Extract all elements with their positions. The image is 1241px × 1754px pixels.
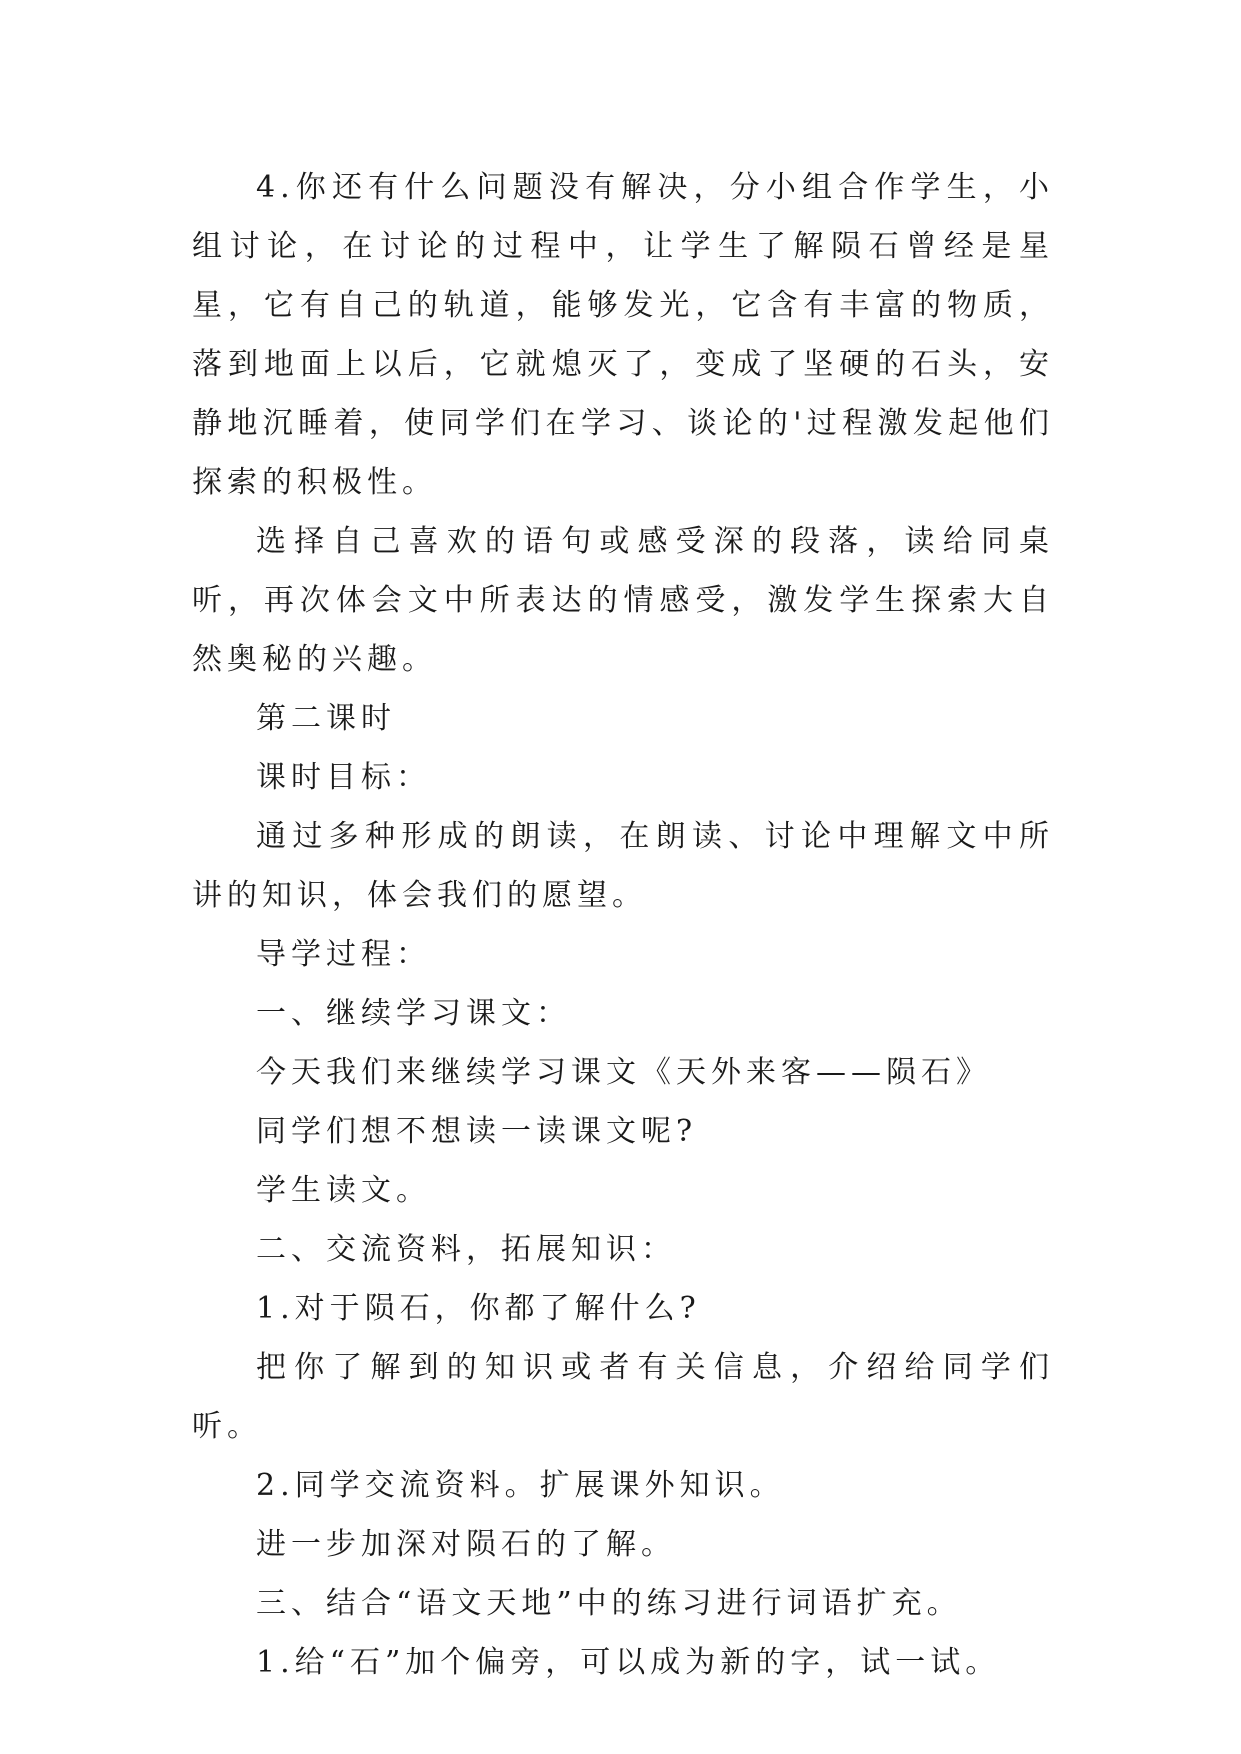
paragraph-radical-exercise: 1.给“石”加个偏旁，可以成为新的字，试一试。	[256, 1645, 1001, 1680]
paragraph-second-lesson-heading: 第二课时	[256, 701, 396, 736]
paragraph-group-discussion: 4.你还有什么问题没有解决，分小组合作学生，小组讨论，在讨论的过程中，让学生了解陨石曾经是星星，它有自己的轨道，能够发光，它含有丰富的物质，落到地面上以后，它就熄灭了，变成了坚硬的石头，安静地沉睡着，使同学们在学习、谈论的'过程激发起他们探索的积极性。	[192, 170, 1054, 500]
paragraph-exchange-materials: 2.同学交流资料。扩展课外知识。	[256, 1468, 785, 1503]
paragraph-section-three-heading: 三、结合“语文天地”中的练习进行词语扩充。	[256, 1586, 962, 1621]
paragraph-deepen-understanding: 进一步加深对陨石的了解。	[256, 1527, 676, 1562]
paragraph-lesson-goals: 通过多种形成的朗读，在朗读、讨论中理解文中所讲的知识，体会我们的愿望。	[192, 819, 1054, 913]
paragraph-section-two-heading: 二、交流资料，拓展知识：	[256, 1232, 676, 1267]
paragraph-lesson-goals-heading: 课时目标：	[256, 760, 431, 795]
paragraph-read-aloud: 选择自己喜欢的语句或感受深的段落，读给同桌听，再次体会文中所表达的情感受，激发学生探索大自然奥秘的兴趣。	[192, 524, 1054, 677]
paragraph-question-read: 同学们想不想读一读课文呢?	[256, 1114, 698, 1149]
paragraph-process-heading: 导学过程：	[256, 937, 431, 972]
paragraph-section-one-heading: 一、继续学习课文：	[256, 996, 571, 1031]
paragraph-share-knowledge: 把你了解到的知识或者有关信息，介绍给同学们听。	[192, 1350, 1054, 1444]
paragraph-meteorite-question: 1.对于陨石，你都了解什么?	[256, 1291, 701, 1326]
paragraph-students-read: 学生读文。	[256, 1173, 431, 1208]
paragraph-continue-text: 今天我们来继续学习课文《天外来客——陨石》	[256, 1055, 991, 1090]
document-body	[192, 158, 1054, 1692]
